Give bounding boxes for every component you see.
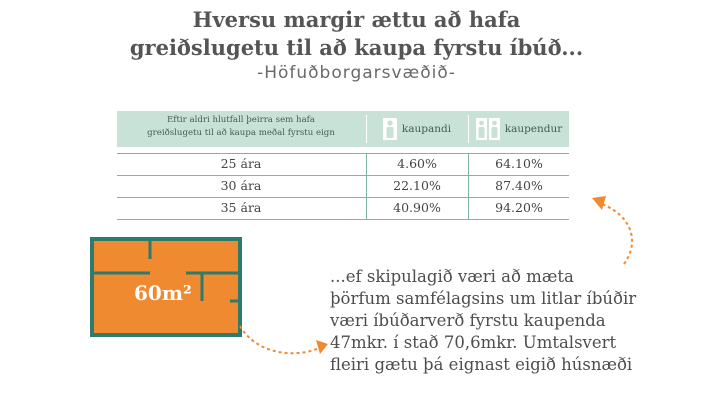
header-col-two-buyers bbox=[469, 111, 569, 147]
table-row bbox=[117, 154, 569, 176]
header-description-line-1: Eftir aldri hlutfall þeirra sem hafa bbox=[166, 115, 315, 125]
subtitle: -Höfuðborgarsvæðið- bbox=[257, 63, 456, 83]
conclusion-line: væri íbúðarverð fyrstu kaupenda bbox=[330, 311, 606, 330]
curved-arrow-icon bbox=[236, 320, 336, 360]
headline-line-2: greiðslugetu til að kaupa fyrstu íbúð... bbox=[129, 35, 584, 60]
table-row bbox=[117, 176, 569, 198]
header-col-one-label: kaupandi bbox=[401, 123, 452, 135]
row-one-buyer-value: 22.10% bbox=[393, 178, 441, 193]
conclusion-line: fleiri gætu þá eignast eigið húsnæði bbox=[330, 355, 633, 374]
curved-arrow-up-icon bbox=[588, 190, 648, 270]
single-person-icon bbox=[383, 118, 397, 140]
header-description bbox=[117, 114, 365, 140]
row-age: 30 ára bbox=[220, 178, 262, 193]
header-col-two-label: kaupendur bbox=[504, 123, 563, 135]
conclusion-line: ...ef skipulagið væri að mæta bbox=[330, 267, 574, 286]
header-description-line-2: greiðslugetu til að kaupa meðal fyrstu eign bbox=[147, 128, 335, 138]
conclusion-text bbox=[330, 266, 710, 376]
row-one-buyer-value: 4.60% bbox=[397, 156, 437, 171]
headline-line-1: Hversu margir ættu að hafa bbox=[192, 7, 521, 32]
row-two-buyers-value: 87.40% bbox=[495, 178, 543, 193]
table-body bbox=[117, 153, 569, 220]
table-header bbox=[117, 111, 569, 147]
row-age: 25 ára bbox=[220, 156, 262, 171]
conclusion-line: 47mkr. í stað 70,6mkr. Umtalsvert bbox=[330, 333, 617, 352]
row-two-buyers-value: 64.10% bbox=[495, 156, 543, 171]
headline bbox=[0, 6, 713, 62]
affordability-table bbox=[117, 111, 569, 220]
two-persons-icon bbox=[476, 118, 500, 140]
floor-area-label: 60m² bbox=[134, 281, 192, 305]
row-age: 35 ára bbox=[220, 200, 262, 215]
row-two-buyers-value: 94.20% bbox=[495, 200, 543, 215]
header-col-one-buyer bbox=[367, 111, 467, 147]
table-row bbox=[117, 198, 569, 220]
row-one-buyer-value: 40.90% bbox=[393, 200, 441, 215]
conclusion-line: þörfum samfélagsins um litlar íbúðir bbox=[330, 289, 637, 308]
